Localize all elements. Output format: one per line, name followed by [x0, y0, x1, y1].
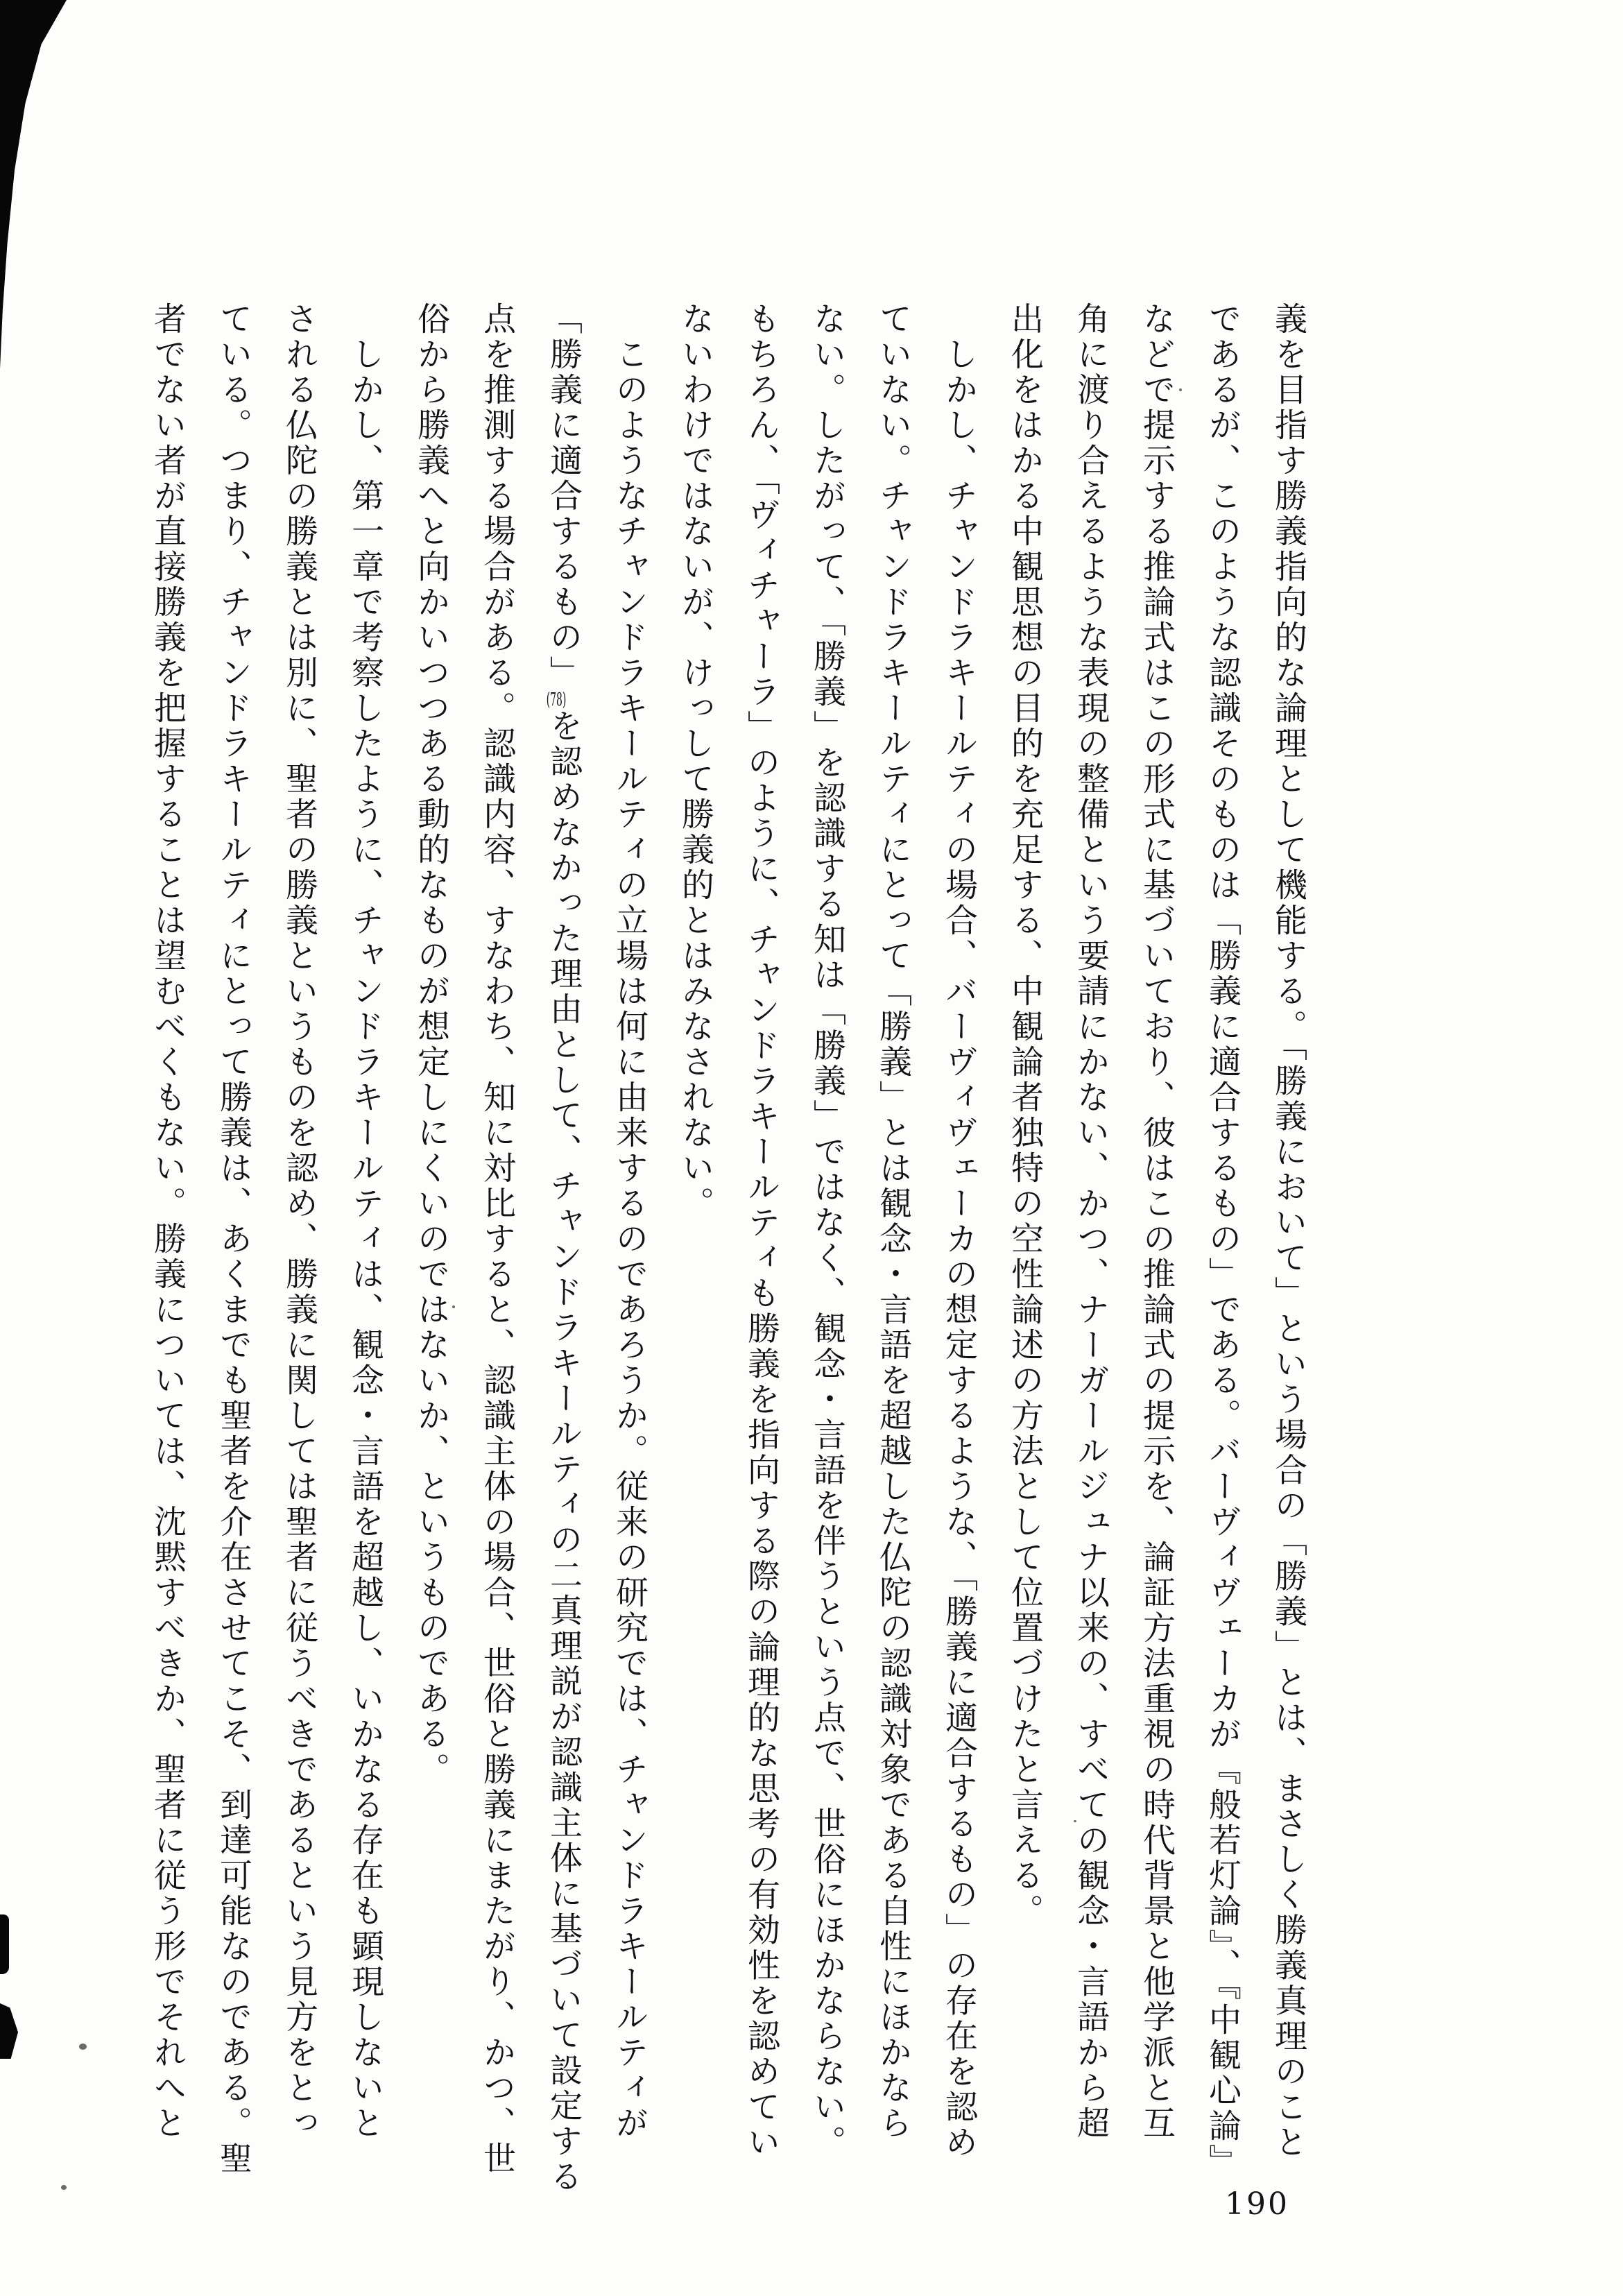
page-number: 190 — [1225, 2186, 1289, 2222]
text-column — [530, 302, 596, 2237]
text-column: 角に渡り合えるような表現の整備という要請にかない、かつ、ナーガールジュナ以来の、すべての観念・言語から超 — [1072, 302, 1110, 2141]
text-column: などで提示する推論式はこの形式に基づいており、彼はこの推論式の提示を、論証方法重視の時代背景と他学派と互 — [1137, 302, 1176, 2141]
scan-speck — [61, 2185, 67, 2190]
scan-smudge-top-left-corner — [0, 0, 67, 369]
scan-mark-left-edge — [0, 1914, 9, 1974]
text-column-paragraph-start: このようなチャンドラキールティの立場は何に由来するのであろうか。従来の研究では、チャンドラキールティが — [610, 337, 649, 2141]
text-column-paragraph-start: しかし、チャンドラキールティの場合、バーヴィヴェーカの想定するような、「勝義に適合するもの」の存在を認め — [940, 337, 978, 2161]
text-column: 出化をはかる中観思想の目的を充足する、中観論者独特の空性論述の方法として位置づけたと言える。 — [1006, 302, 1044, 1929]
text-column: ない。したがって、「勝義」を認識する知は「勝義」ではなく、観念・言語を伴うという点で、世俗にほかならない。 — [808, 302, 846, 2161]
text-column: 者でない者が直接勝義を把握することは望むべくもない。勝義については、沈黙すべきか、聖者に従う形でそれへと — [148, 302, 187, 2141]
text-column: ている。つまり、チャンドラキールティにとって勝義は、あくまでも聖者を介在させてこそ、到達可能なのである。聖 — [214, 302, 252, 2177]
text-column: ていない。チャンドラキールティにとって「勝義」とは観念・言語を超越した仏陀の認識対象である自性にほかなら — [874, 302, 912, 2141]
text-column: ないわけではないが、けっして勝義的とはみなされない。 — [676, 302, 714, 1222]
text-column-paragraph-start: しかし、第一章で考察したように、チャンドラキールティは、観念・言語を超越し、いかなる存在も顕現しないと — [346, 337, 384, 2141]
text-column: 義を目指す勝義指向的な論理として機能する。「勝義において」という場合の「勝義」とは、まさしく勝義真理のこと — [1269, 302, 1307, 2161]
text-column: もちろん、「ヴィチャーラ」のように、チャンドラキールティも勝義を指向する際の論理的な思考の有効性を認めてい — [742, 302, 780, 2161]
scan-mark-left-edge — [0, 2003, 18, 2059]
scan-speck — [79, 2044, 87, 2050]
text-column: される仏陀の勝義とは別に、聖者の勝義というものを認め、勝義に関しては聖者に従うべきであるという見方をとっ — [280, 302, 318, 2141]
text-column: 点を推測する場合がある。認識内容、すなわち、知に対比すると、認識主体の場合、世俗と勝義にまたがり、かつ、世 — [478, 302, 516, 2177]
text-segment: 「勝義に適合するもの」 — [544, 302, 583, 691]
text-column: 俗から勝義へと向かいつつある動的なものが想定しにくいのではないか、というものである。 — [412, 302, 450, 1788]
page-text — [135, 302, 1321, 2237]
footnote-marker-78: (78) — [546, 691, 567, 709]
text-column: であるが、このような認識そのものは「勝義に適合するもの」である。バーヴィヴェーカが『般若灯論』、『中観心論』 — [1203, 302, 1242, 2179]
text-segment: を認めなかった理由として、チャンドラキールティの二真理説が認識主体に基づいて設定する — [544, 709, 583, 2195]
